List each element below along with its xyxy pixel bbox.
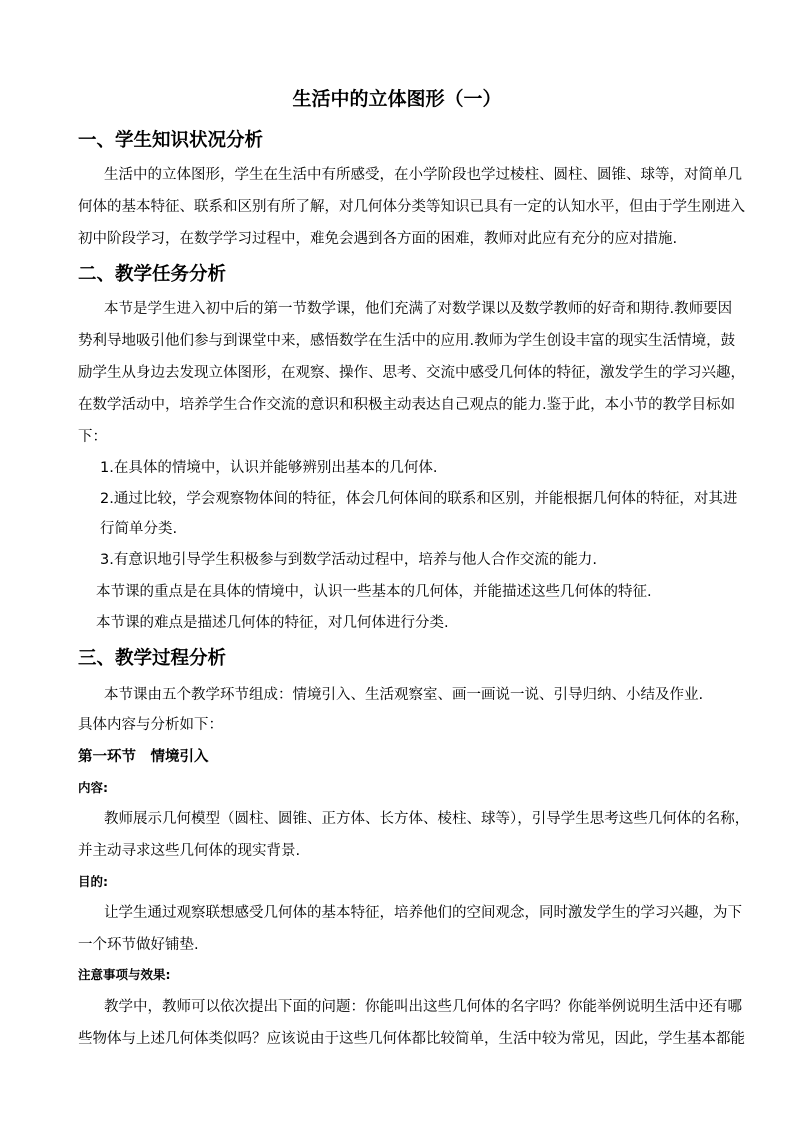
- notes-line: 教学中，教师可以依次提出下面的问题：你能叫出这些几何体的名字吗？你能举例说明生活中还有哪: [104, 999, 742, 1015]
- difficulty-point: 本节课的难点是描述几何体的特征，对几何体进行分类.: [96, 615, 449, 631]
- section1-heading: 一、学生知识状况分析: [78, 130, 264, 151]
- teaching-goal-2-continued: 行简单分类.: [100, 521, 178, 537]
- section3-heading: 三、教学过程分析: [78, 648, 227, 669]
- section1-paragraph-line: 何体的基本特征、联系和区别有所了解，对几何体分类等知识已具有一定的认知水平，但由于学生刚进入: [78, 199, 745, 215]
- page-title: 生活中的立体图形（一）: [292, 88, 502, 110]
- teaching-goal-2: 2.通过比较，学会观察物体间的特征，体会几何体间的联系和区别，并能根据几何体的特征，对其进: [100, 491, 738, 507]
- section2-paragraph-line: 势利导地吸引他们参与到课堂中来，感悟数学在生活中的应用.教师为学生创设丰富的现实生活情境，鼓: [78, 333, 736, 349]
- section3-intro-line: 本节课由五个教学环节组成：情境引入、生活观察室、画一画说一说、引导归纳、小结及作业.: [104, 687, 704, 703]
- notes-label: 注意事项与效果:: [78, 967, 171, 982]
- purpose-line: 让学生通过观察联想感受几何体的基本特征，培养他们的空间观念，同时激发学生的学习兴趣，为下: [104, 905, 742, 921]
- section1-paragraph-line: 初中阶段学习，在数学学习过程中，难免会遇到各方面的困难，教师对此应有充分的应对措施.: [78, 231, 678, 247]
- content-line: 教师展示几何模型（圆柱、圆锥、正方体、长方体、棱柱、球等），引导学生思考这些几何体的名称，: [104, 811, 750, 827]
- section2-paragraph-line: 在数学活动中，培养学生合作交流的意识和积极主动表达自己观点的能力.鉴于此，本小节的教学目标如: [78, 397, 736, 413]
- step1-heading: 第一环节 情境引入: [78, 749, 209, 765]
- section3-intro-line: 具体内容与分析如下：: [78, 717, 223, 733]
- content-label: 内容:: [78, 780, 108, 795]
- purpose-label: 目的:: [78, 874, 108, 889]
- section2-paragraph-line: 励学生从身边去发现立体图形，在观察、操作、思考、交流中感受几何体的特征，激发学生的学习兴趣，: [78, 365, 745, 381]
- content-line: 并主动寻求这些几何体的现实背景.: [78, 843, 301, 859]
- purpose-line: 一个环节做好铺垫.: [78, 937, 199, 953]
- section2-paragraph-line: 本节是学生进入初中后的第一节数学课，他们充满了对数学课以及数学教师的好奇和期待.教师要因: [104, 301, 733, 317]
- notes-line: 些物体与上述几何体类似吗？应该说由于这些几何体都比较简单，生活中较为常见，因此，学生基本都能: [78, 1031, 745, 1047]
- teaching-goal-3: 3.有意识地引导学生积极参与到数学活动过程中，培养与他人合作交流的能力.: [100, 552, 597, 568]
- key-point: 本节课的重点是在具体的情境中，认识一些基本的几何体，并能描述这些几何体的特征.: [96, 584, 652, 600]
- section2-paragraph-line: 下：: [78, 429, 107, 445]
- section1-paragraph-line: 生活中的立体图形，学生在生活中有所感受，在小学阶段也学过棱柱、圆柱、圆锥、球等，对简单几: [104, 167, 742, 183]
- teaching-goal-1: 1.在具体的情境中，认识并能够辨别出基本的几何体.: [100, 460, 438, 476]
- section2-heading: 二、教学任务分析: [78, 264, 227, 285]
